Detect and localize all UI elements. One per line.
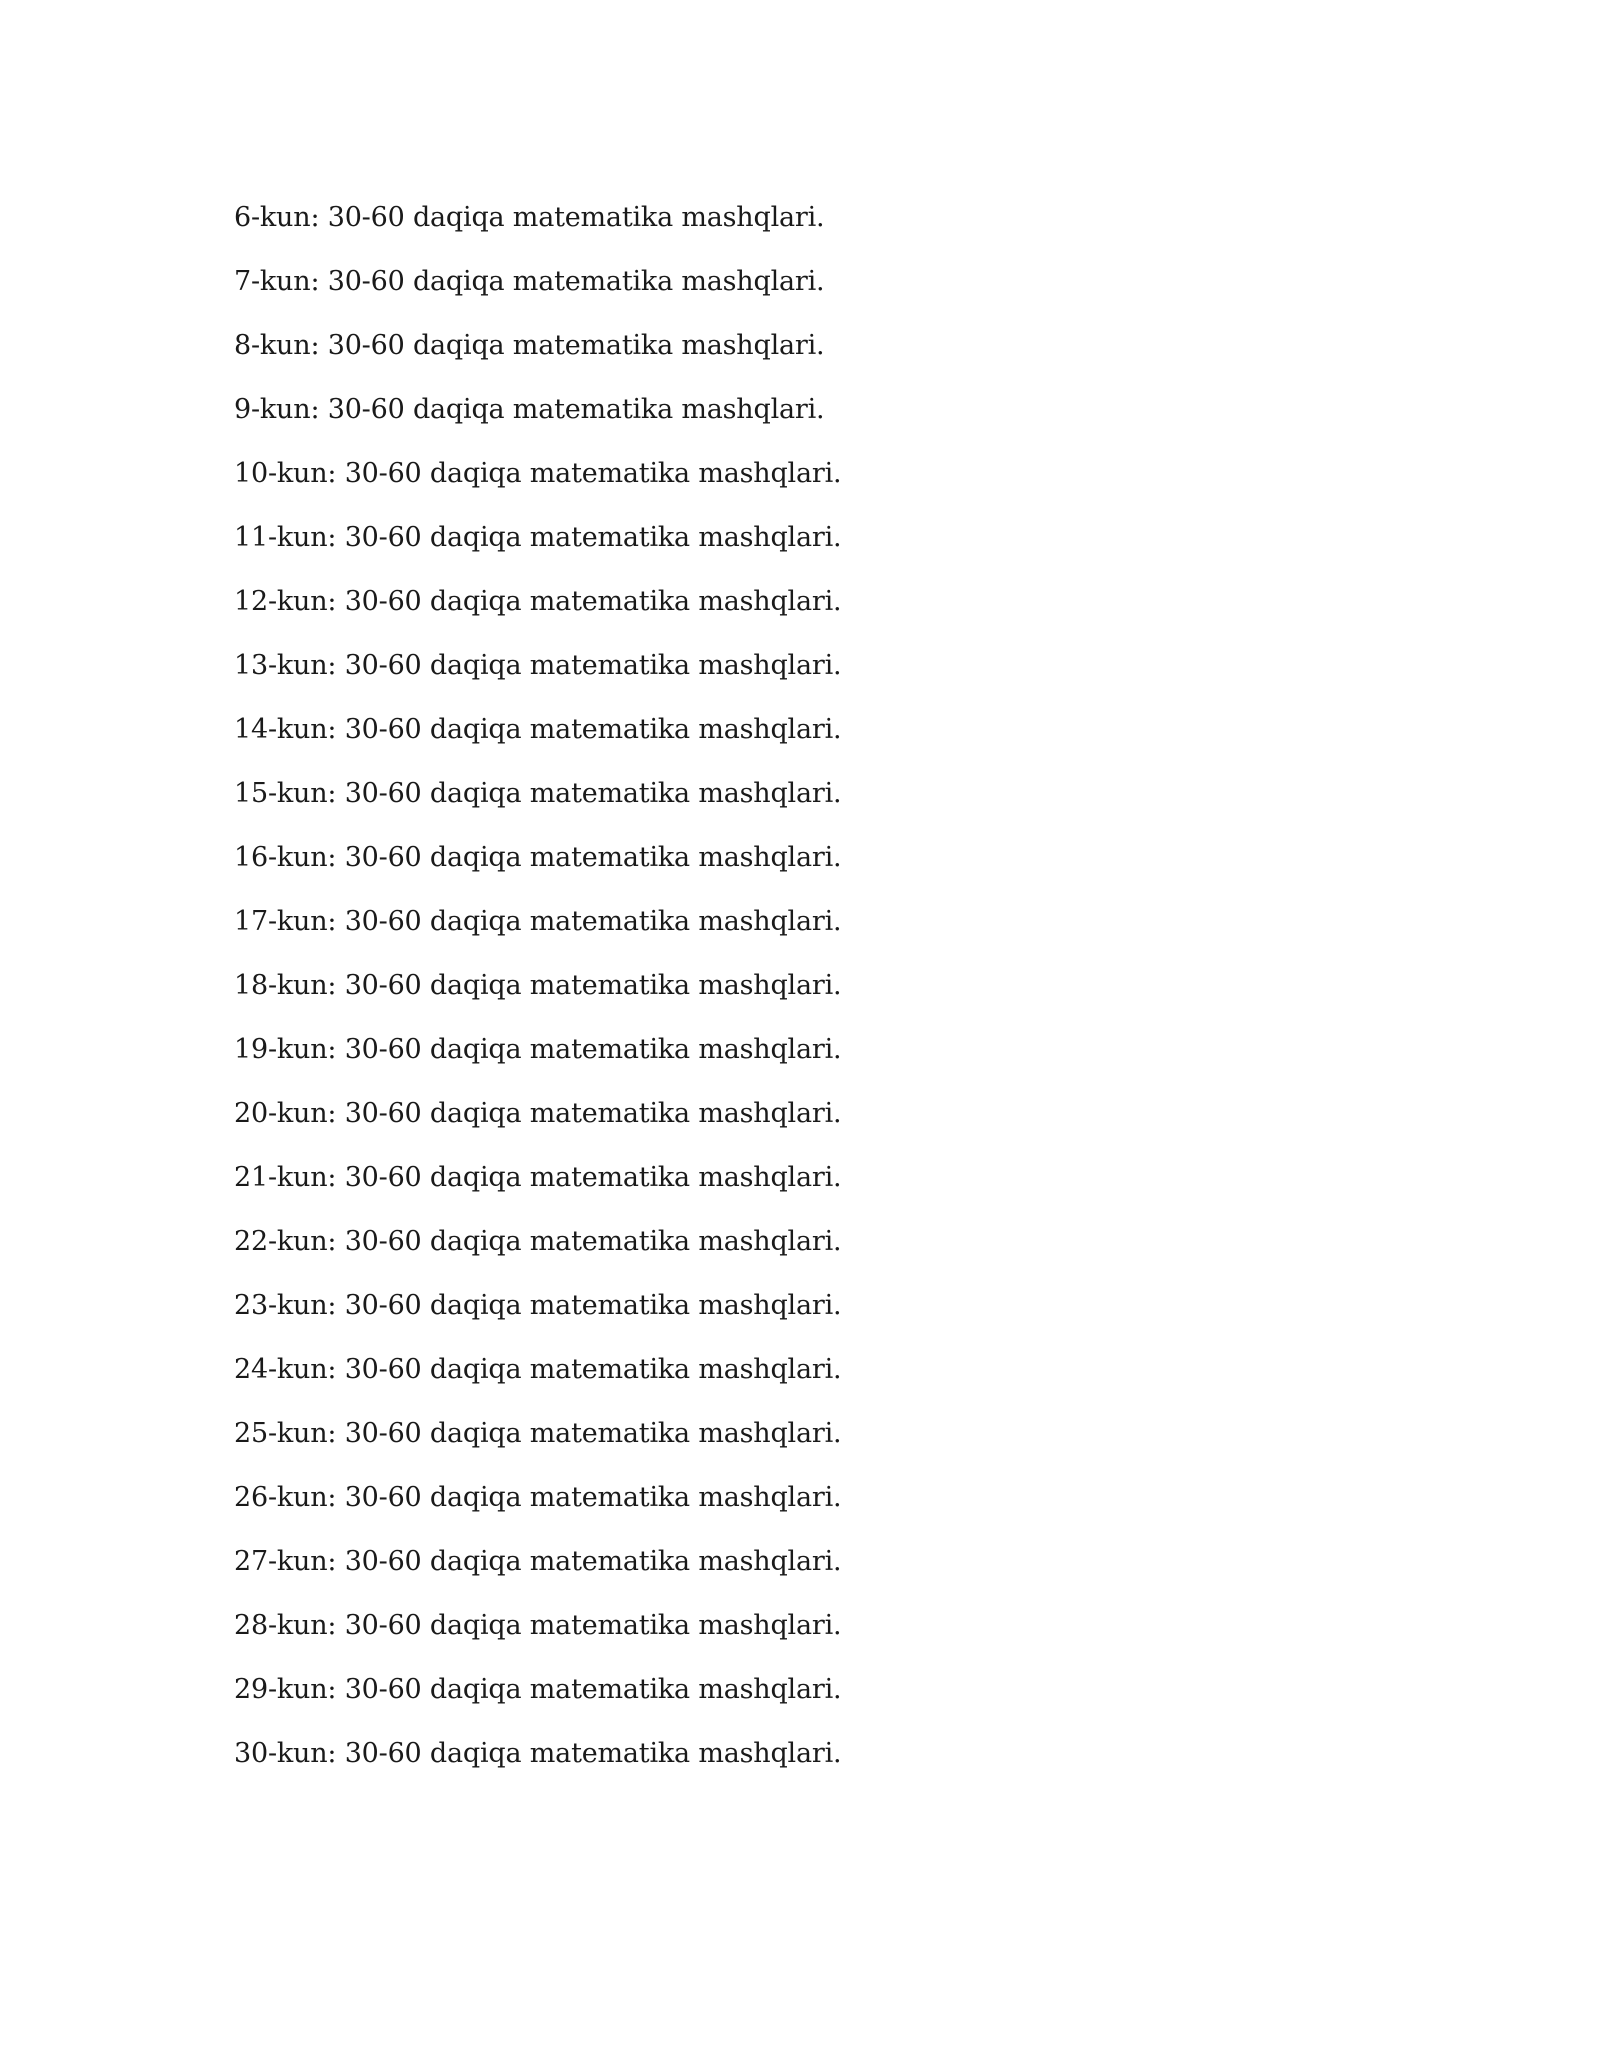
day-plan-list bbox=[234, 186, 841, 1786]
list-item: 27-kun: 30-60 daqiqa matematika mashqlari. bbox=[234, 1546, 842, 1577]
list-item: 6-kun: 30-60 daqiqa matematika mashqlari. bbox=[234, 202, 825, 233]
list-item: 19-kun: 30-60 daqiqa matematika mashqlari. bbox=[234, 1034, 842, 1065]
list-item: 9-kun: 30-60 daqiqa matematika mashqlari. bbox=[234, 394, 825, 425]
list-item: 20-kun: 30-60 daqiqa matematika mashqlari. bbox=[234, 1098, 842, 1129]
list-item: 13-kun: 30-60 daqiqa matematika mashqlari. bbox=[234, 650, 842, 681]
list-item: 15-kun: 30-60 daqiqa matematika mashqlari. bbox=[234, 778, 842, 809]
list-item: 8-kun: 30-60 daqiqa matematika mashqlari. bbox=[234, 330, 825, 361]
list-item: 23-kun: 30-60 daqiqa matematika mashqlari. bbox=[234, 1290, 842, 1321]
list-item: 11-kun: 30-60 daqiqa matematika mashqlari. bbox=[234, 522, 842, 553]
list-item: 10-kun: 30-60 daqiqa matematika mashqlari. bbox=[234, 458, 842, 489]
list-item: 24-kun: 30-60 daqiqa matematika mashqlari. bbox=[234, 1354, 842, 1385]
list-item: 29-kun: 30-60 daqiqa matematika mashqlari. bbox=[234, 1674, 842, 1705]
list-item: 17-kun: 30-60 daqiqa matematika mashqlari. bbox=[234, 906, 842, 937]
list-item: 30-kun: 30-60 daqiqa matematika mashqlari. bbox=[234, 1738, 842, 1769]
list-item: 7-kun: 30-60 daqiqa matematika mashqlari. bbox=[234, 266, 825, 297]
list-item: 21-kun: 30-60 daqiqa matematika mashqlari. bbox=[234, 1162, 842, 1193]
list-item: 28-kun: 30-60 daqiqa matematika mashqlari. bbox=[234, 1610, 842, 1641]
list-item: 26-kun: 30-60 daqiqa matematika mashqlari. bbox=[234, 1482, 842, 1513]
list-item: 18-kun: 30-60 daqiqa matematika mashqlari. bbox=[234, 970, 842, 1001]
list-item: 16-kun: 30-60 daqiqa matematika mashqlari. bbox=[234, 842, 842, 873]
list-item: 22-kun: 30-60 daqiqa matematika mashqlari. bbox=[234, 1226, 842, 1257]
list-item: 12-kun: 30-60 daqiqa matematika mashqlari. bbox=[234, 586, 842, 617]
list-item: 14-kun: 30-60 daqiqa matematika mashqlari. bbox=[234, 714, 842, 745]
list-item: 25-kun: 30-60 daqiqa matematika mashqlari. bbox=[234, 1418, 842, 1449]
